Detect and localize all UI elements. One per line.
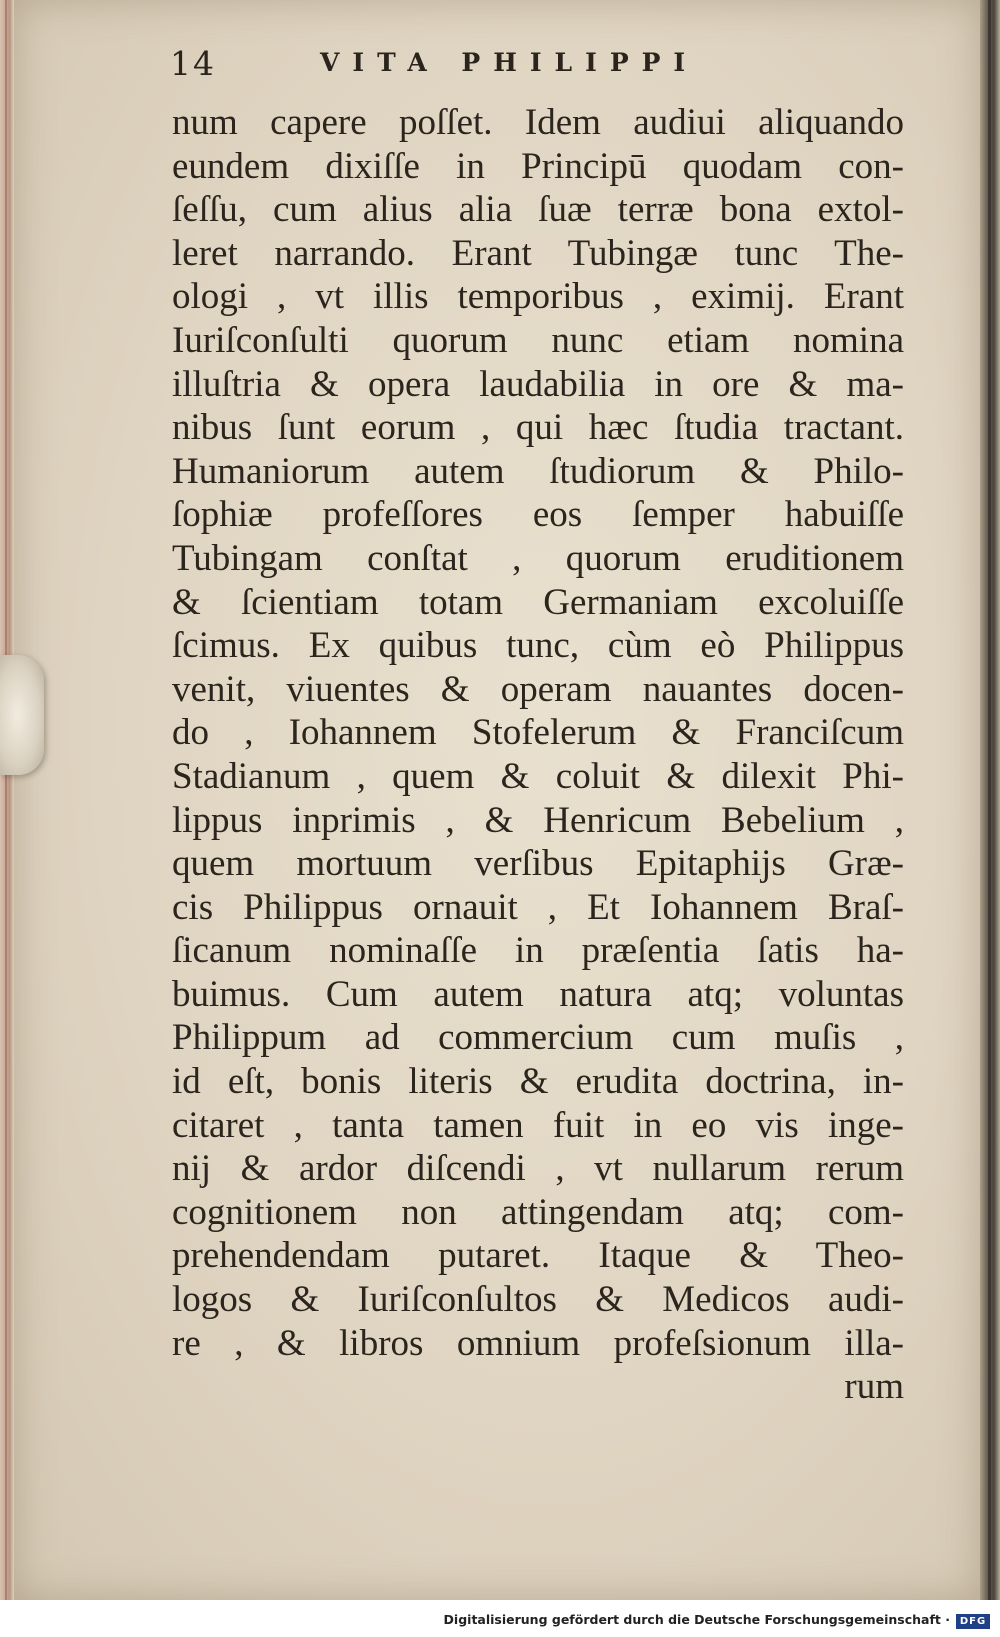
text-line: quem mortuum verſibus Epitaphijs Græ- bbox=[172, 843, 904, 885]
text-line: & ſcientiam totam Germaniam excoluiſſe bbox=[172, 581, 904, 623]
text-line: ſeſſu, cum alius alia ſuæ terræ bona extol- bbox=[172, 189, 904, 231]
text-line: Philippum ad commercium cum muſis , bbox=[172, 1017, 904, 1059]
text-line: nij & ardor diſcendi , vt nullarum rerum bbox=[172, 1148, 904, 1190]
book-spine-edge bbox=[980, 0, 1000, 1637]
text-line: ſcimus. Ex quibus tunc, cùm eò Philippus bbox=[172, 625, 904, 667]
text-line: leret narrando. Erant Tubingæ tunc The- bbox=[172, 232, 904, 274]
text-line: Humaniorum autem ſtudiorum & Philo- bbox=[172, 450, 904, 492]
running-head: VITA PHILIPPI bbox=[320, 48, 699, 77]
text-line: venit, viuentes & operam nauantes docen- bbox=[172, 668, 904, 710]
text-line: rum bbox=[844, 1366, 904, 1408]
page-clip bbox=[0, 655, 44, 775]
text-line: buimus. Cum autem natura atq; voluntas bbox=[172, 973, 904, 1015]
text-line: num capere poſſet. Idem audiui aliquando bbox=[172, 102, 904, 143]
text-line: lippus inprimis , & Henricum Bebelium , bbox=[172, 799, 904, 841]
text-line: cis Philippus ornauit , Et Iohannem Braſ- bbox=[172, 886, 904, 928]
text-line: illuſtria & opera laudabilia in ore & ma- bbox=[172, 363, 904, 405]
text-line: ſicanum nominaſſe in præſentia ſatis ha- bbox=[172, 930, 904, 972]
text-line: cognitionem non attingendam atq; com- bbox=[172, 1191, 904, 1233]
text-line: ſophiæ profeſſores eos ſemper habuiſſe bbox=[172, 494, 904, 536]
digitization-credit: Digitalisierung gefördert durch die Deutsche Forschungsgemeinschaft · bbox=[443, 1612, 950, 1627]
left-page-edges bbox=[0, 0, 14, 1637]
text-line: re , & libros omnium profeſsionum illa- bbox=[172, 1322, 904, 1364]
text-line: nibus ſunt eorum , qui hæc ſtudia tractant. bbox=[172, 407, 904, 449]
text-line: ologi , vt illis temporibus , eximij. Erant bbox=[172, 276, 904, 318]
text-line: logos & Iuriſconſultos & Medicos audi- bbox=[172, 1279, 904, 1321]
text-line: Tubingam conſtat , quorum eruditionem bbox=[172, 537, 904, 579]
text-line: do , Iohannem Stofelerum & Franciſcum bbox=[172, 712, 904, 754]
text-line: prehendendam putaret. Itaque & Theo- bbox=[172, 1235, 904, 1277]
text-line: citaret , tanta tamen fuit in eo vis inge- bbox=[172, 1104, 904, 1146]
text-line: id eſt, bonis literis & erudita doctrina, in- bbox=[172, 1061, 904, 1103]
text-line: eundem dixiſſe in Principū quodam con- bbox=[172, 145, 904, 187]
footer-bar bbox=[0, 1600, 1000, 1637]
page-number: 14 bbox=[170, 44, 216, 83]
text-line: Iuriſconſulti quorum nunc etiam nomina bbox=[172, 319, 904, 361]
page-header bbox=[170, 44, 760, 88]
dfg-logo: DFG bbox=[956, 1614, 990, 1629]
body-text bbox=[172, 101, 904, 1409]
text-line: Stadianum , quem & coluit & dilexit Phi- bbox=[172, 755, 904, 797]
